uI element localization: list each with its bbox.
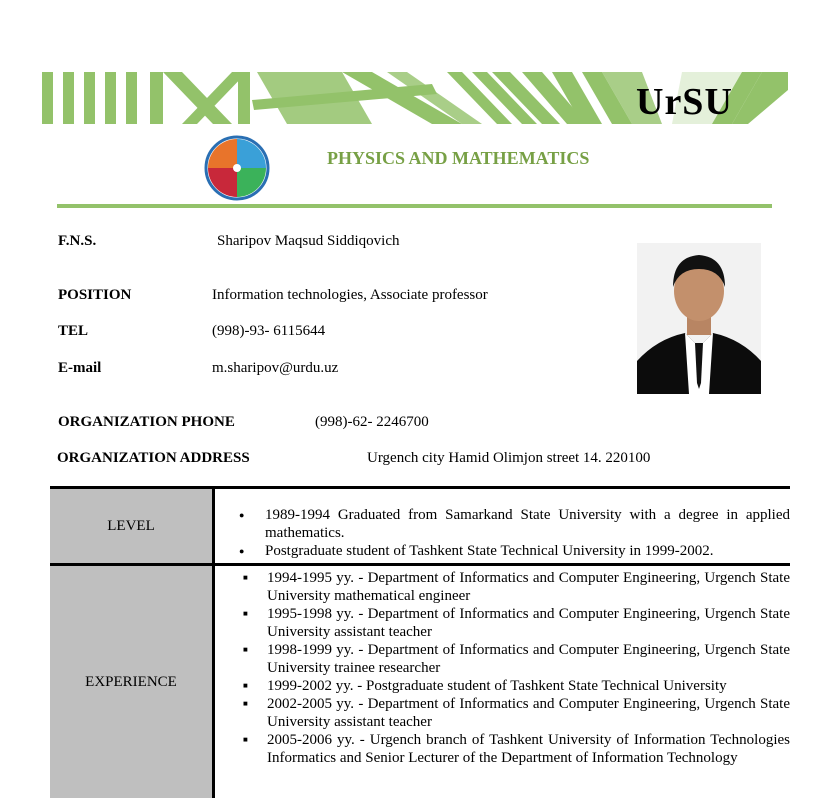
org-phone-label: ORGANIZATION PHONE (58, 414, 235, 431)
university-brand: UrSU (636, 80, 733, 124)
list-item: ● Postgraduate student of Tashkent State Technical University in 1999-2002. (215, 542, 790, 560)
list-item: ■ 1999-2002 yy. - Postgraduate student of Tashkent State Technical University (215, 677, 790, 695)
fns-label: F.N.S. (58, 233, 96, 250)
faculty-logo-icon (204, 135, 270, 201)
level-list (215, 506, 790, 560)
list-item: ■ 2002-2005 yy. - Department of Informatics and Computer Engineering, Urgench State University assistant teacher (215, 695, 790, 731)
org-address-value: Urgench city Hamid Olimjon street 14. 220100 (367, 450, 650, 467)
position-value: Information technologies, Associate professor (212, 287, 488, 304)
org-phone-value: (998)-62- 2246700 (315, 414, 429, 431)
experience-row (50, 565, 790, 798)
org-address-label: ORGANIZATION ADDRESS (57, 450, 250, 467)
faculty-title: PHYSICS AND MATHEMATICS (327, 148, 589, 169)
experience-header: EXPERIENCE (50, 565, 214, 798)
experience-list (215, 569, 790, 767)
tel-value: (998)-93- 6115644 (212, 323, 325, 340)
level-row (50, 488, 790, 565)
list-item: ■ 1994-1995 yy. - Department of Informatics and Computer Engineering, Urgench State University mathematical engineer (215, 569, 790, 605)
portrait-photo (637, 243, 761, 394)
header-divider (57, 204, 772, 208)
position-label: POSITION (58, 287, 131, 304)
level-header: LEVEL (50, 488, 214, 565)
list-item: ■ 1998-1999 yy. - Department of Informatics and Computer Engineering, Urgench State University trainee researcher (215, 641, 790, 677)
list-item: ■ 2005-2006 yy. - Urgench branch of Tashkent University of Information Technologies Informatics and Senior Lecturer of the Department of Information Technology (215, 731, 790, 767)
fns-value: Sharipov Maqsud Siddiqovich (217, 233, 400, 250)
tel-label: TEL (58, 323, 88, 340)
cv-table (50, 486, 790, 798)
list-item: ● 1989-1994 Graduated from Samarkand State University with a degree in applied mathematics. (215, 506, 790, 542)
list-item: ■ 1995-1998 yy. - Department of Informatics and Computer Engineering, Urgench State University assistant teacher (215, 605, 790, 641)
email-label: E-mail (58, 360, 101, 377)
email-value: m.sharipov@urdu.uz (212, 360, 338, 377)
